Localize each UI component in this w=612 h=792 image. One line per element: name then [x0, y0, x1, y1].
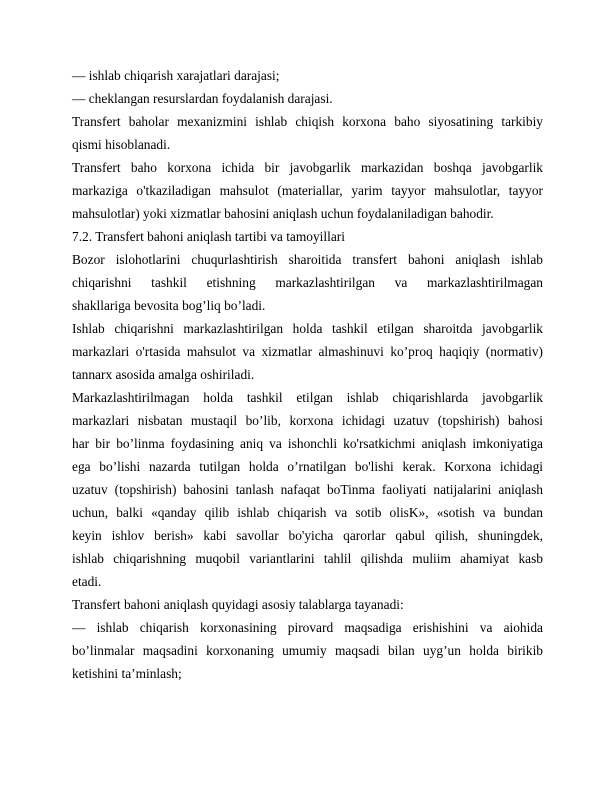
text-line: Transfert bahoni aniqlash quyidagi asosiy talablarga tayanadi: — [72, 597, 404, 612]
text-line: uchun, balki «qanday qilib ishlab chiqarish va sotib olisK», «sotish va bundan — [72, 505, 543, 520]
text-line: etadi. — [72, 574, 102, 589]
text-line: qismi hisoblanadi. — [72, 137, 171, 152]
text-line: Transfert baho korxona ichida bir javobgarlik markazidan boshqa javobgarlik — [72, 160, 543, 175]
text-line: markazlari o'rtasida mahsulot va xizmatlar almashinuvi ko’proq haqiqiy (normativ) — [72, 344, 543, 359]
text-line: markaziga o'tkaziladigan mahsulot (materiallar, yarim tayyor mahsulotlar, tayyor — [72, 183, 543, 198]
text-line: keyin ishlov berish» kabi savollar bo'yicha qarorlar qabul qilish, shuningdek, — [72, 528, 543, 543]
text-line: Markazlashtirilmagan holda tashkil etilgan ishlab chiqarishlarda javobgarlik — [72, 390, 543, 405]
text-line: — ishlab chiqarish korxonasining pirovard maqsadiga erishishini va aiohida — [72, 620, 543, 635]
text-line: ketishini ta’minlash; — [72, 666, 182, 681]
text-line: ega bo’lishi nazarda tutilgan holda o’rnatilgan bo'lishi kerak. Korxona ichidagi — [72, 459, 543, 474]
text-line: ishlab chiqarishning muqobil variantlarini tahlil qilishda muliim ahamiyat kasb — [72, 551, 543, 566]
text-line: bo’linmalar maqsadini korxonaning umumiy maqsadi bilan uyg’un holda birikib — [72, 643, 543, 658]
text-line: tannarx asosida amalga oshiriladi. — [72, 367, 255, 382]
text-line: uzatuv (topshirish) bahosini tanlash nafaqat boTinma faoliyati natijalarini aniqlash — [72, 482, 543, 497]
text-line: Transfert baholar mexanizmini ishlab chiqish korxona baho siyosatining tarkibiy — [72, 114, 543, 129]
text-line: chiqarishni tashkil etishning markazlashtirilgan va markazlashtirilmagan — [72, 275, 543, 290]
text-line: — cheklangan resurslardan foydalanish darajasi. — [72, 91, 333, 106]
text-line: Ishlab chiqarishni markazlashtirilgan holda tashkil etilgan sharoitda javobgarlik — [72, 321, 543, 336]
text-line: har bir bo’linma foydasining aniq va ishonchli ko'rsatkichmi aniqlash imkoniyatiga — [72, 436, 543, 451]
text-line: — ishlab chiqarish xarajatlari darajasi; — [72, 68, 280, 83]
section-heading: 7.2. Transfert bahoni aniqlash tartibi va tamoyillari — [72, 229, 345, 244]
text-line: markazlari nisbatan mustaqil bo’lib, korxona ichidagi uzatuv (topshirish) bahosi — [72, 413, 543, 428]
text-line: shakllariga bevosita bog’liq bo’ladi. — [72, 298, 266, 313]
text-line: Bozor islohotlarini chuqurlashtirish sharoitida transfert bahoni aniqlash ishlab — [72, 252, 543, 267]
document-body — [72, 64, 543, 685]
text-line: mahsulotlar) yoki xizmatlar bahosini aniqlash uchun foydalaniladigan bahodir. — [72, 206, 494, 221]
